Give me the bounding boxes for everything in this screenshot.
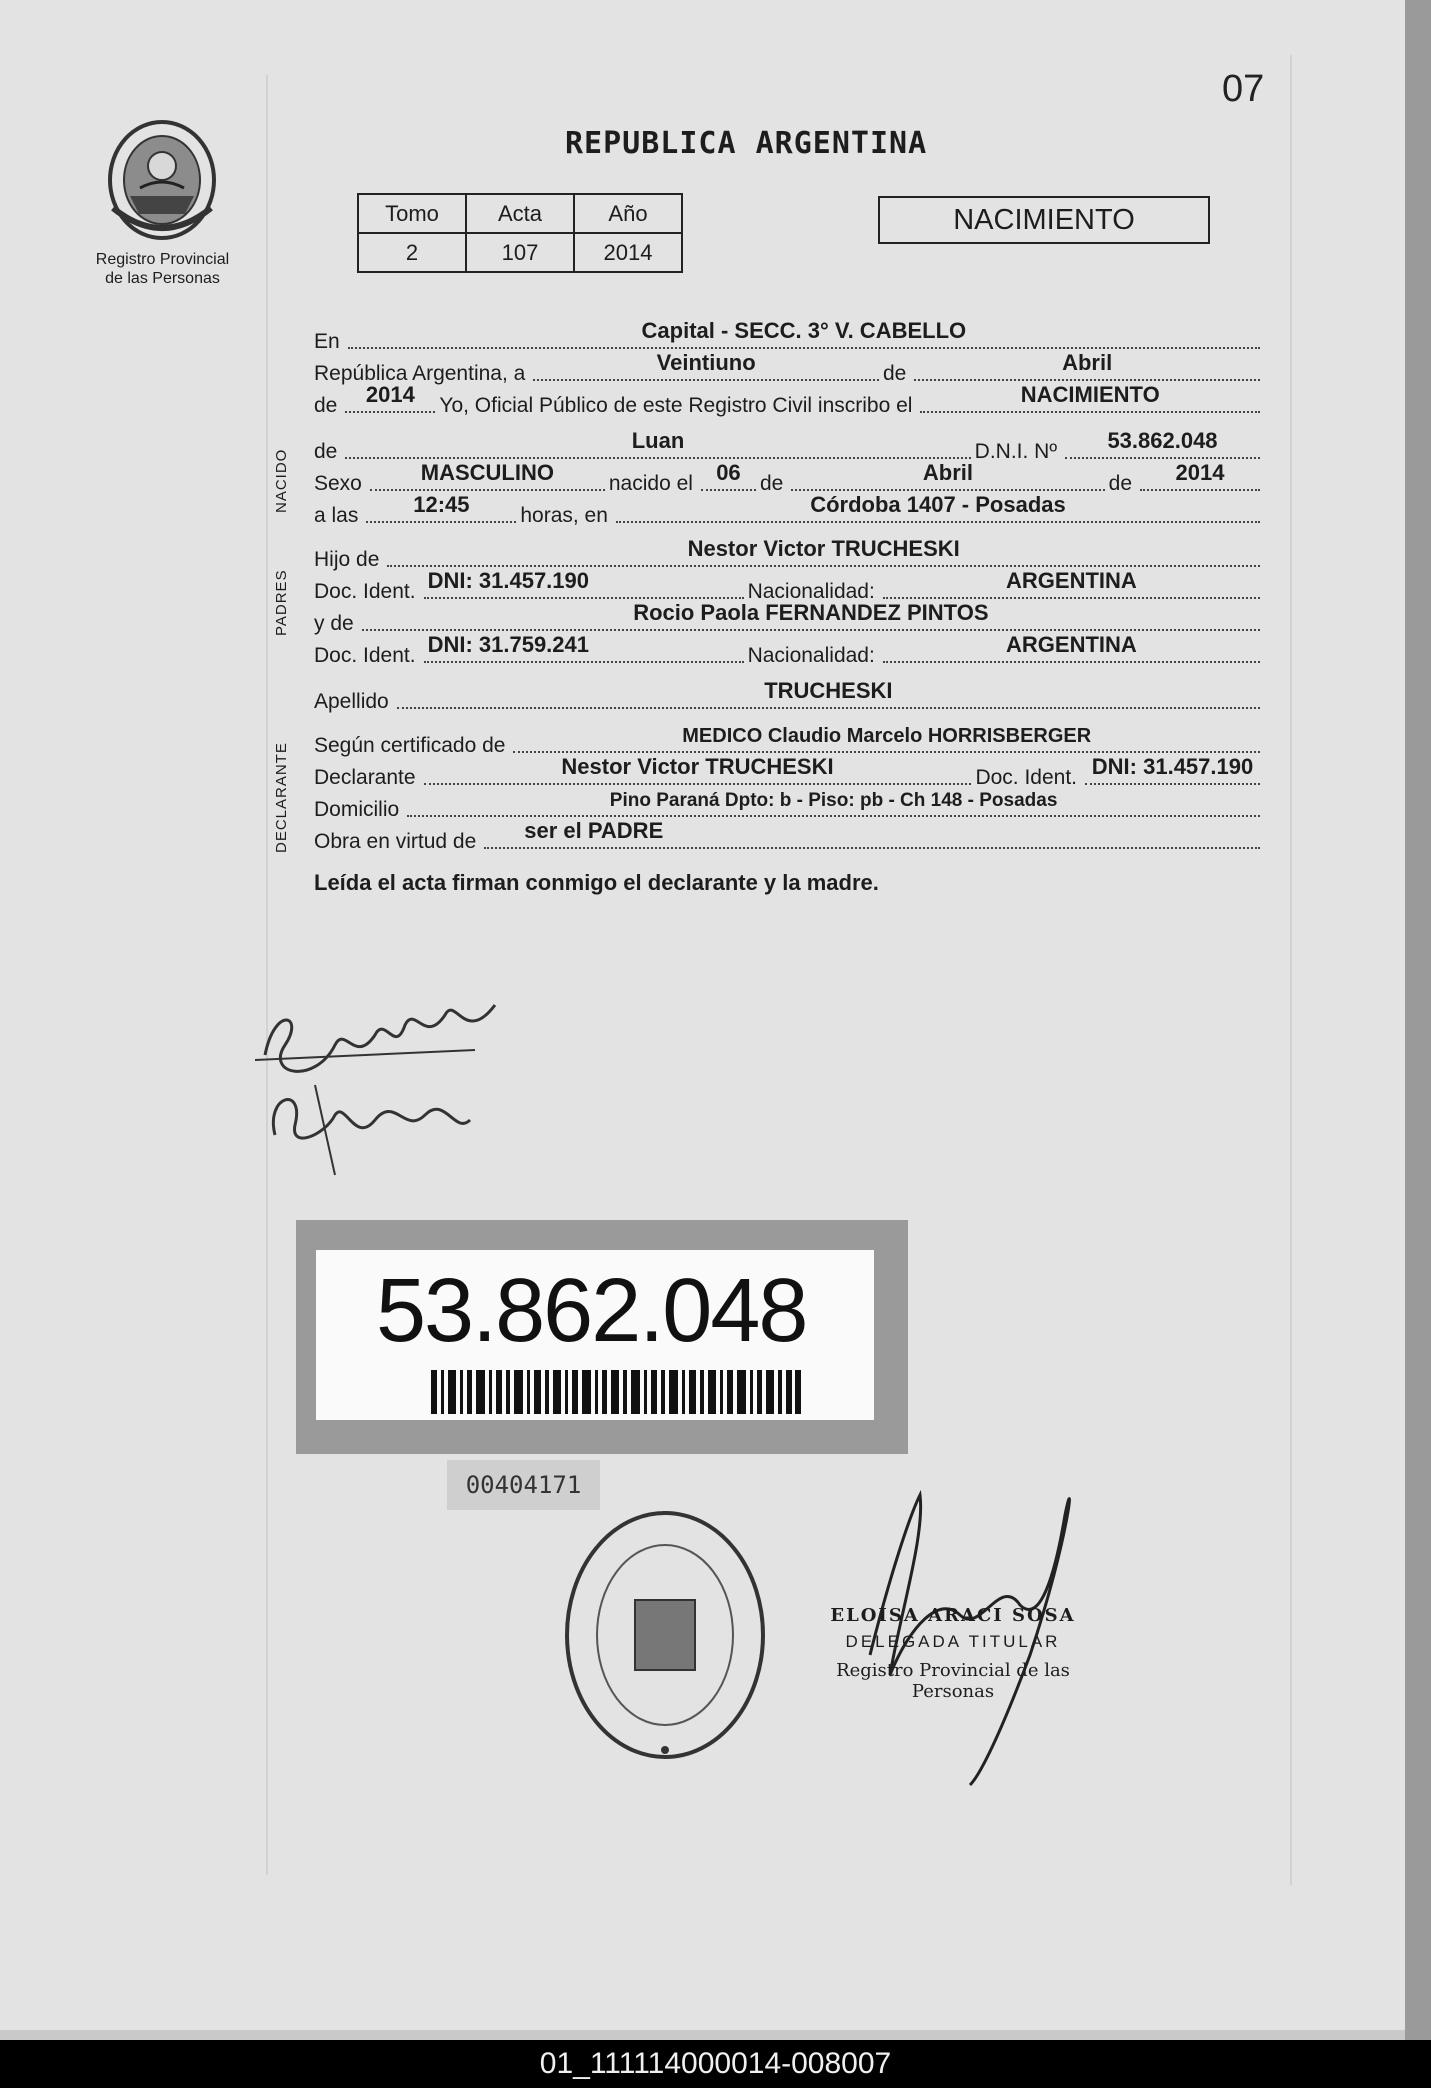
sticker-number: 53.862.048	[376, 1261, 807, 1361]
obra-field	[484, 818, 1260, 849]
de-label: de	[882, 362, 907, 385]
row-year	[314, 382, 1264, 418]
register-header-acta: Acta	[466, 194, 574, 233]
register-header-row	[358, 194, 682, 233]
mother-nat-value: ARGENTINA	[1006, 632, 1137, 657]
row-declarante	[314, 754, 1264, 790]
republica-label: República Argentina, a	[314, 362, 526, 385]
en-value: Capital - SECC. 3° V. CABELLO	[641, 318, 967, 343]
file-label: 01_111114000014-008007	[0, 2040, 1431, 2088]
father-doc-label: Doc. Ident.	[314, 580, 416, 603]
day-field	[533, 350, 879, 381]
crest-caption-line1: Registro Provincial	[95, 251, 230, 268]
place-field	[616, 492, 1260, 523]
act-type-box: NACIMIENTO	[878, 196, 1210, 244]
dni-field	[1065, 428, 1260, 459]
signer-office: Registro Provincial de las Personas	[836, 1660, 1070, 1702]
register-header-anio: Año	[574, 194, 682, 233]
act-value: NACIMIENTO	[1020, 382, 1160, 407]
side-label-declarant: DECLARANTE	[273, 742, 290, 853]
register-anio-value: 2014	[574, 233, 682, 272]
horas-label: horas, en	[520, 504, 608, 527]
declarant-signatures-icon	[245, 985, 515, 1185]
register-table	[357, 193, 683, 273]
father-nat-field	[883, 568, 1260, 599]
domicilio-label: Domicilio	[314, 798, 400, 821]
de-year-label: de	[314, 394, 338, 417]
de-name-label: de	[314, 440, 338, 463]
apellido-label: Apellido	[314, 690, 389, 713]
name-field	[345, 428, 970, 459]
birth-year-value: 2014	[1175, 460, 1225, 485]
domicilio-value: Pino Paraná Dpto: b - Piso: pb - Ch 148 - Posadas	[609, 790, 1058, 811]
sticker-label	[316, 1250, 874, 1420]
mother-doc-field	[424, 632, 744, 663]
row-apellido	[314, 678, 1264, 714]
row-mother-doc	[314, 632, 1264, 668]
father-doc-field	[424, 568, 744, 599]
sexo-value: MASCULINO	[420, 460, 554, 485]
obra-value: ser el PADRE	[524, 818, 664, 843]
side-label-parents: PADRES	[273, 569, 290, 636]
time-value: 12:45	[413, 492, 470, 517]
name-value: Luan	[631, 428, 685, 453]
hijo-label: Hijo de	[314, 548, 380, 571]
row-domicilio	[314, 790, 1264, 822]
mother-doc-value: DNI: 31.759.241	[427, 632, 589, 657]
en-label: En	[314, 330, 340, 353]
birth-day-value: 06	[716, 460, 741, 485]
row-time	[314, 492, 1264, 528]
mother-nat-label: Nacionalidad:	[747, 644, 875, 667]
year-value: 2014	[365, 382, 415, 407]
page-number: 07	[1222, 68, 1265, 110]
time-field	[366, 492, 516, 523]
apellido-value: TRUCHESKI	[764, 678, 893, 703]
side-label-born: NACIDO	[273, 448, 290, 513]
signer-role: DELEGADA TITULAR	[845, 1632, 1061, 1651]
cert-value: MEDICO Claudio Marcelo HORRISBERGER	[682, 725, 1092, 747]
yde-label: y de	[314, 612, 354, 635]
alas-label: a las	[314, 504, 359, 527]
apellido-field	[397, 678, 1260, 709]
de-birth-year-label: de	[1108, 472, 1132, 495]
register-tomo-value: 2	[358, 233, 466, 272]
barcode-icon	[431, 1370, 801, 1414]
cert-label: Según certificado de	[314, 734, 506, 757]
register-acta-value: 107	[466, 233, 574, 272]
sexo-field	[370, 460, 605, 491]
country-title: REPUBLICA ARGENTINA	[565, 126, 928, 161]
right-margin-line	[1290, 55, 1292, 1885]
birth-year-field	[1140, 460, 1260, 491]
domicilio-field	[407, 789, 1260, 817]
declarante-value: Nestor Victor TRUCHESKI	[561, 754, 834, 779]
declarante-doc-value: DNI: 31.457.190	[1091, 754, 1254, 779]
row-obra	[314, 818, 1264, 854]
page-edge	[1405, 0, 1431, 2040]
signer-name: ELOISA ARACI SOSA	[830, 1605, 1076, 1626]
register-value-row	[358, 233, 682, 272]
mother-name-field	[362, 600, 1260, 631]
mother-name-value: Rocio Paola FERNANDEZ PINTOS	[633, 600, 989, 625]
register-header-tomo: Tomo	[358, 194, 466, 233]
mother-nat-field	[883, 632, 1260, 663]
declarante-label: Declarante	[314, 766, 416, 789]
cert-field	[513, 725, 1260, 753]
month-field	[914, 350, 1260, 381]
month-value: Abril	[1062, 350, 1113, 375]
declarante-doc-field	[1085, 754, 1260, 785]
official-text: Yo, Oficial Público de este Registro Civil inscribo el	[439, 394, 913, 417]
birth-month-value: Abril	[922, 460, 974, 485]
crest-caption	[80, 250, 245, 288]
act-field	[920, 382, 1260, 413]
birth-month-field	[791, 460, 1104, 491]
mother-doc-label: Doc. Ident.	[314, 644, 416, 667]
birth-day-field	[701, 460, 756, 491]
father-name-value: Nestor Victor TRUCHESKI	[687, 536, 960, 561]
nacido-label: nacido el	[608, 472, 693, 495]
sexo-label: Sexo	[314, 472, 362, 495]
en-field	[348, 318, 1260, 349]
misiones-crest-icon	[105, 118, 220, 243]
de-birth-label: de	[759, 472, 784, 495]
dni-value: 53.862.048	[1107, 428, 1218, 453]
declarante-field	[424, 754, 972, 785]
declarante-doc-label: Doc. Ident.	[975, 766, 1077, 789]
father-name-field	[387, 536, 1260, 567]
place-value: Córdoba 1407 - Posadas	[810, 492, 1066, 517]
obra-label: Obra en virtud de	[314, 830, 477, 853]
dni-label: D.N.I. Nº	[974, 440, 1057, 463]
father-doc-value: DNI: 31.457.190	[427, 568, 589, 593]
closing-statement: Leída el acta firman conmigo el declarante y la madre.	[314, 870, 879, 895]
dni-sticker	[296, 1220, 908, 1454]
father-nat-label: Nacionalidad:	[747, 580, 875, 603]
registry-seal-icon	[560, 1505, 770, 1765]
day-value: Veintiuno	[656, 350, 756, 375]
serial-number: 00404171	[447, 1460, 600, 1510]
signer-block	[808, 1605, 1098, 1702]
crest-caption-line2: de las Personas	[105, 270, 220, 287]
year-field	[345, 382, 435, 413]
father-nat-value: ARGENTINA	[1006, 568, 1137, 593]
left-margin-line	[266, 75, 268, 1875]
